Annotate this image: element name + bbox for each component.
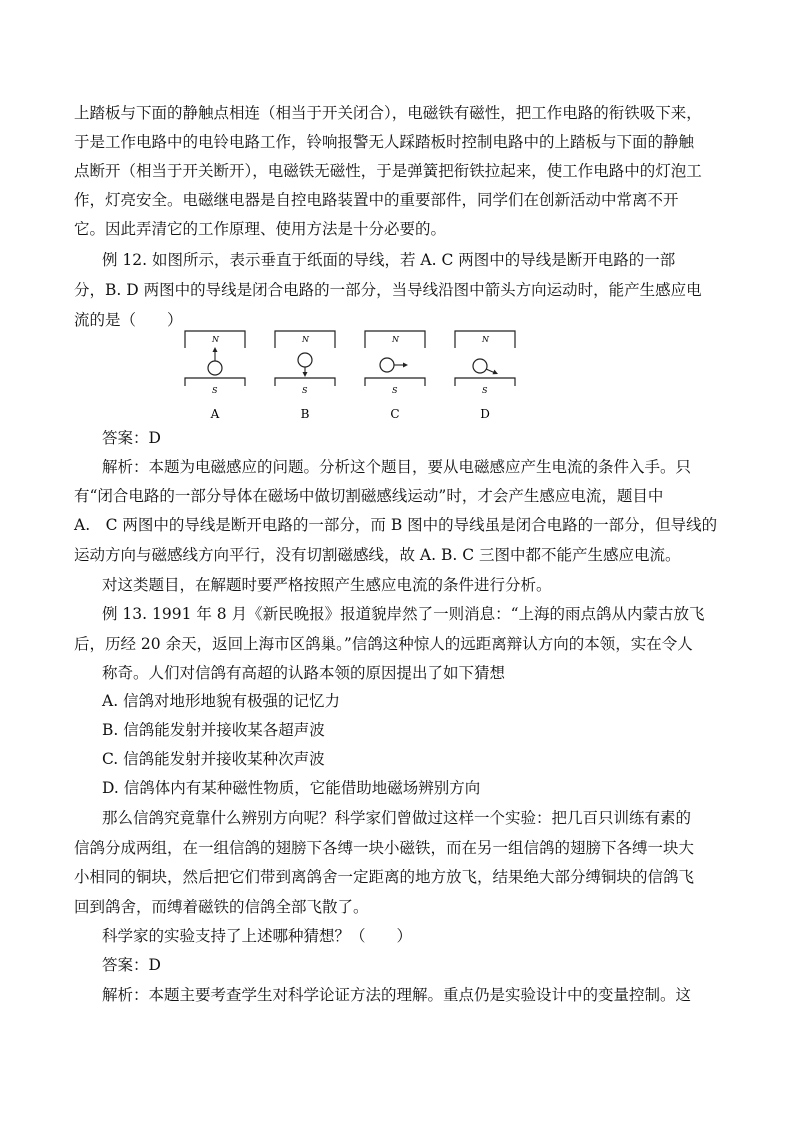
paragraph-line: 那么信鸽究竟靠什么辨别方向呢？科学家们曾做过这样一个实验：把几百只训练有素的	[102, 809, 692, 827]
paragraph-line: A. C 两图中的导线是断开电路的一部分，而 B 图中的导线虽是闭合电路的一部分，但导线的	[74, 516, 718, 534]
south-magnet	[275, 378, 335, 386]
south-magnet	[365, 378, 425, 386]
option-c: C. 信鸽能发射并接收某种次声波	[102, 750, 325, 768]
south-label: S	[482, 386, 488, 395]
electromagnetic-induction-figure	[180, 328, 520, 423]
paragraph-line: 小相同的铜块，然后把它们带到离鸽舍一定距离的地方放飞，结果绝大部分缚铜块的信鸽飞	[74, 868, 695, 886]
paragraph-line: 它。因此弄清它的工作原理、使用方法是十分必要的。	[74, 220, 447, 238]
panel-label: D	[480, 407, 490, 421]
arrow-head-icon	[303, 372, 308, 377]
example-13-heading: 例 13. 1991 年 8 月《新民晚报》报道貌岸然了一则消息：“上海的雨点鸽从内蒙古放飞	[102, 605, 705, 623]
paragraph-line: 作，灯亮安全。电磁继电器是自控电路装置中的重要部件，同学们在创新活动中常离不开	[74, 191, 679, 209]
panel-c	[365, 331, 425, 421]
south-label: S	[212, 386, 218, 395]
option-d: D. 信鸽体内有某种磁性物质，它能借助地磁场辨别方向	[102, 779, 481, 797]
answer-line: 答案：D	[102, 429, 161, 447]
question-line: 科学家的实验支持了上述哪种猜想？（ ）	[102, 927, 413, 945]
panel-d	[455, 331, 515, 421]
figure-svg	[180, 328, 520, 423]
south-label: S	[302, 386, 308, 395]
paragraph-line: 回到鸽舍，而缚着磁铁的信鸽全部飞散了。	[74, 898, 369, 916]
north-label: N	[392, 335, 399, 344]
analysis-line: 解析：本题为电磁感应的问题。分析这个题目，要从电磁感应产生电流的条件入手。只	[102, 458, 692, 476]
paragraph-line: 于是工作电路中的电铃电路工作，铃响报警无人踩踏板时控制电路中的上踏板与下面的静触	[74, 133, 695, 151]
arrow-head-icon	[403, 363, 408, 368]
example-12-heading: 例 12. 如图所示，表示垂直于纸面的导线，若 A. C 两图中的导线是断开电路的一部	[102, 251, 676, 269]
paragraph-line: 信鸽分成两组，在一组信鸽的翅膀下各缚一块小磁铁，而在另一组信鸽的翅膀下各缚一块大	[74, 839, 695, 857]
panel-label: A	[210, 407, 220, 421]
north-label: N	[212, 335, 219, 344]
option-a: A. 信鸽对地形地貌有极强的记忆力	[102, 692, 341, 710]
option-b: B. 信鸽能发射并接收某各超声波	[102, 721, 325, 739]
panel-label: B	[300, 407, 310, 421]
paragraph-line: 上踏板与下面的静触点相连（相当于开关闭合），电磁铁有磁性，把工作电路的衔铁吸下来，	[74, 104, 702, 122]
paragraph-line: 后，历经 20 余天，返回上海市区鸽巢。”信鸽这种惊人的远距离辩认方向的本领，实在令人	[74, 635, 693, 653]
wire-cross-section	[380, 358, 394, 372]
paragraph-line: 流的是（ ）	[74, 311, 183, 329]
answer-line: 答案：D	[102, 956, 161, 974]
south-label: S	[392, 386, 398, 395]
north-label: N	[482, 335, 489, 344]
wire-cross-section	[208, 361, 222, 375]
south-magnet	[455, 378, 515, 386]
paragraph-line: 点断开（相当于开关断开），电磁铁无磁性，于是弹簧把衔铁拉起来，使工作电路中的灯泡工	[74, 162, 702, 180]
arrow-head-icon	[213, 347, 218, 352]
paragraph-line: 对这类题目，在解题时要严格按照产生感应电流的条件进行分析。	[102, 576, 552, 594]
paragraph-line: 运动方向与磁感线方向平行，没有切割磁感线，故 A. B. C 三图中都不能产生感应电流。	[74, 546, 681, 564]
panel-label: C	[390, 407, 400, 421]
north-label: N	[302, 335, 309, 344]
south-magnet	[185, 378, 245, 386]
wire-cross-section	[473, 359, 487, 373]
paragraph-line: 有“闭合电路的一部分导体在磁场中做切割磁感线运动”时，才会产生感应电流，题目中	[74, 487, 664, 505]
paragraph-line: 称奇。人们对信鸽有高超的认路本领的原因提出了如下猜想	[102, 664, 506, 682]
panel-a	[185, 331, 245, 421]
motion-arrow	[486, 369, 494, 373]
analysis-line: 解析：本题主要考查学生对科学论证方法的理解。重点仍是实验设计中的变量控制。这	[102, 986, 692, 1004]
wire-cross-section	[298, 353, 312, 367]
paragraph-line: 分，B. D 两图中的导线是闭合电路的一部分，当导线沿图中箭头方向运动时，能产生感应电	[74, 281, 702, 299]
panel-b	[275, 331, 335, 421]
